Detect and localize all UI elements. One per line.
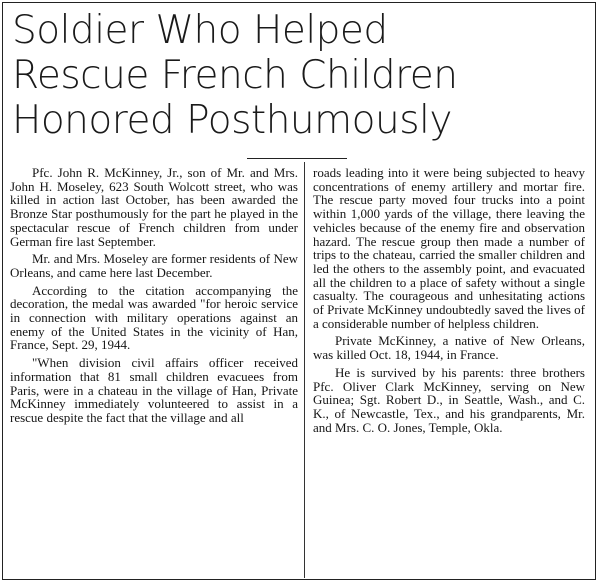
column-divider	[304, 162, 305, 578]
left-column	[10, 166, 298, 429]
paragraph: Private McKinney, a native of New Orleans, was killed Oct. 18, 1944, in France.	[313, 333, 585, 363]
headline	[12, 8, 587, 143]
paragraph: He is survived by his parents: three brothers Pfc. Oliver Clark McKinney, serving on New Guinea; Sgt. Robert D., in Seattle, Wash., and C. K., of Newcastle, Tex., and his grandparents, Mr. and Mrs. C. O. Jones, Temple, Okla.	[313, 364, 585, 435]
paragraph-continued: roads leading into it were being subjected to heavy concentrations of enemy artillery and mortar fire. The rescue party moved four trucks into a point within 1,000 yards of the village, there leaving the vehicles because of the enemy fire and observation hazard. The rescue group then made a number of trips to the chateau, carried the smaller children and led the others to the assembly point, and evacuated all the children to a place of safety without a single casualty. The courageous and unhesitating actions of Private McKinney undoubtedly saved the lives of a considerable number of helpless children.	[313, 165, 585, 331]
paragraph: Pfc. John R. McKinney, Jr., son of Mr. and Mrs. John H. Moseley, 623 South Wolcott street, who was killed in action last October, has been awarded the Bronze Star posthumously for the part he played in the spectacular rescue of French children from under German fire last September.	[10, 165, 298, 249]
paragraph: Mr. and Mrs. Moseley are former residents of New Orleans, and came here last December.	[10, 251, 298, 280]
headline-line-2: Rescue French Children	[12, 53, 458, 98]
headline-rule	[247, 158, 347, 159]
headline-line-1: Soldier Who Helped	[12, 8, 388, 53]
right-column	[313, 166, 585, 438]
paragraph: "When division civil affairs officer received information that 81 small children evacuees from Paris, were in a chateau in the village of Han, Private McKinney immediately volunteered to assist in a rescue despite the fact that the village and all	[10, 355, 298, 425]
paragraph: According to the citation accompanying the decoration, the medal was awarded "for heroic service in connection with military operations against an enemy of the United States in the vicinity of Han, France, Sept. 29, 1944.	[10, 282, 298, 353]
headline-line-3: Honored Posthumously	[12, 98, 452, 143]
